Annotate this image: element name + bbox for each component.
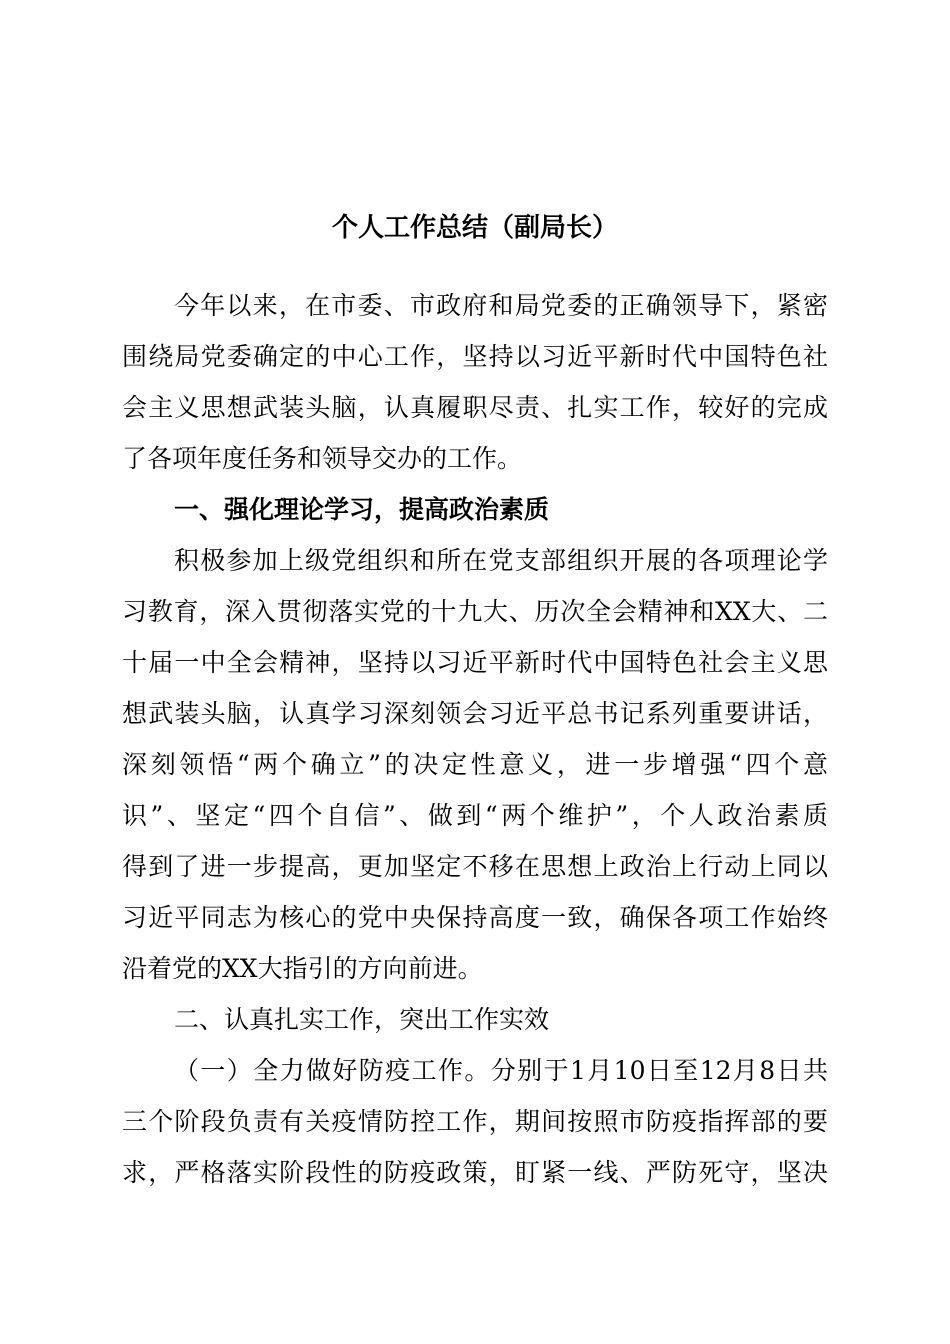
- section2-line-3: 求，严格落实阶段性的防疫政策，盯紧一线、严防死守，坚决: [122, 1158, 828, 1187]
- section1-line-2: 习教育，深入贯彻落实党的十九大、历次全会精神和XX大、二: [122, 597, 828, 626]
- section2-line-2: 三个阶段负责有关疫情防控工作，期间按照市防疫指挥部的要: [122, 1107, 828, 1136]
- section1-line-5: 深刻领悟“两个确立”的决定性意义，进一步增强“四个意: [122, 750, 828, 779]
- document-body: [122, 280, 828, 1198]
- section1-line-3: 十届一中全会精神，坚持以习近平新时代中国特色社会主义思: [122, 648, 828, 677]
- section1-line-9: 沿着党的XX大指引的方向前进。: [122, 954, 483, 983]
- intro-line-1: 今年以来，在市委、市政府和局党委的正确领导下，紧密: [174, 291, 828, 320]
- section1-line-4: 想武装头脑，认真学习深刻领会习近平总书记系列重要讲话，: [122, 699, 828, 728]
- section1-heading: 一、强化理论学习，提高政治素质: [174, 495, 550, 524]
- document-title: 个人工作总结（副局长）: [331, 213, 618, 243]
- section2-line-1: （一）全力做好防疫工作。分别于1月10日至12月8日共: [174, 1056, 828, 1085]
- section1-line-8: 习近平同志为核心的党中央保持高度一致，确保各项工作始终: [122, 903, 828, 932]
- intro-line-2: 围绕局党委确定的中心工作，坚持以习近平新时代中国特色社: [122, 342, 828, 371]
- section1-line-6: 识”、坚定“四个自信”、做到“两个维护”，个人政治素质: [122, 801, 828, 830]
- section1-line-7: 得到了进一步提高，更加坚定不移在思想上政治上行动上同以: [122, 852, 828, 881]
- intro-line-3: 会主义思想武装头脑，认真履职尽责、扎实工作，较好的完成: [122, 393, 828, 422]
- section1-line-1: 积极参加上级党组织和所在党支部组织开展的各项理论学: [174, 546, 828, 575]
- intro-line-4: 了各项年度任务和领导交办的工作。: [122, 444, 523, 473]
- section2-heading: 二、认真扎实工作，突出工作实效: [174, 1005, 550, 1034]
